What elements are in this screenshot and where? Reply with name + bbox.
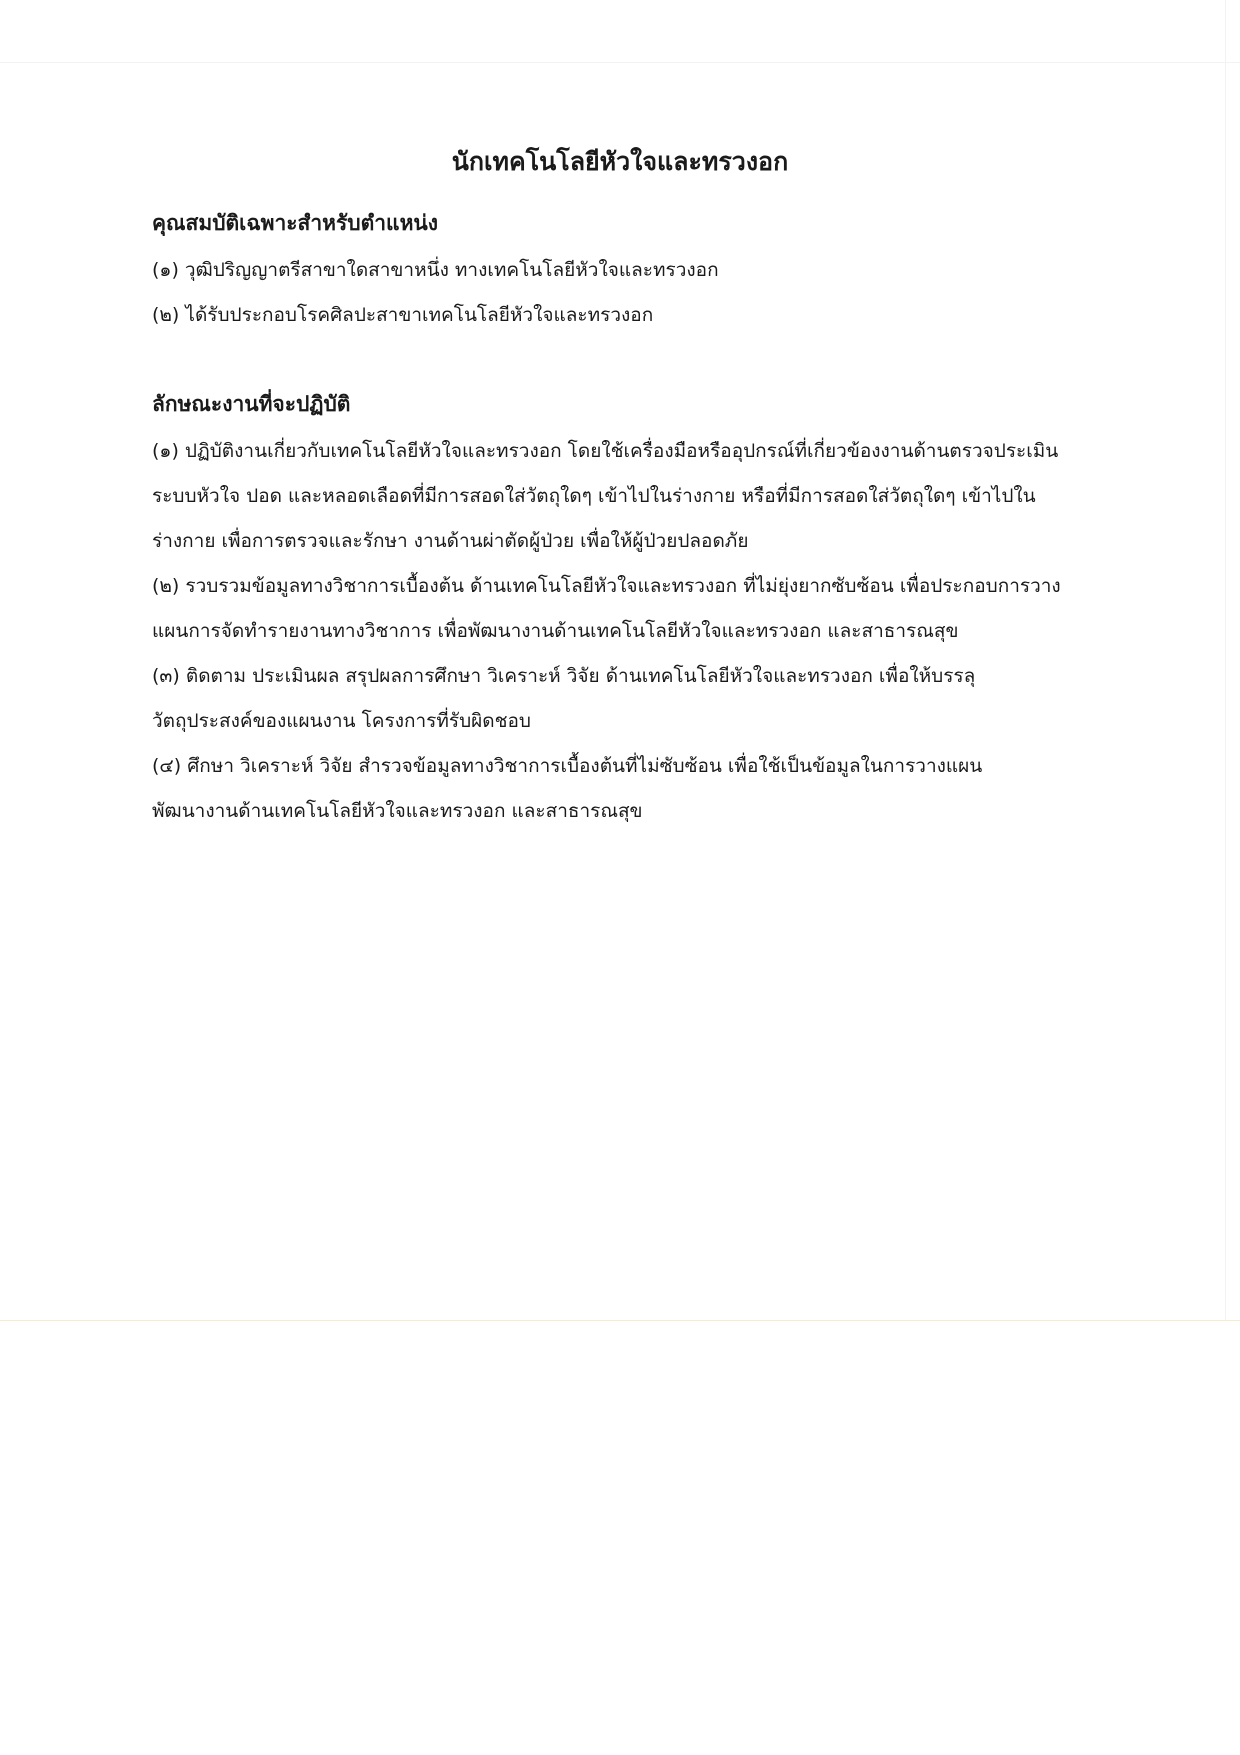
duty-item-line: ระบบหัวใจ ปอด และหลอดเลือดที่มีการสอดใส่วัตถุใดๆ เข้าไปในร่างกาย หรือที่มีการสอดใส่วัตถุใดๆ เข้าไปใน xyxy=(152,485,1036,507)
duty-item-line: (๓) ติดตาม ประเมินผล สรุปผลการศึกษา วิเคราะห์ วิจัย ด้านเทคโนโลยีหัวใจและทรวงอก เพื่อให้บรรลุ xyxy=(152,665,976,687)
duties-section xyxy=(152,385,1152,834)
scan-top-edge xyxy=(0,62,1240,63)
qualifications-heading: คุณสมบัติเฉพาะสำหรับตำแหน่ง xyxy=(152,211,439,235)
duty-item-line: ร่างกาย เพื่อการตรวจและรักษา งานด้านผ่าตัดผู้ป่วย เพื่อให้ผู้ป่วยปลอดภัย xyxy=(152,530,749,552)
scan-fold-line xyxy=(0,1320,1240,1321)
qualification-item xyxy=(152,248,1152,293)
qualification-item-line: (๒) ได้รับประกอบโรคศิลปะสาขาเทคโนโลยีหัวใจและทรวงอก xyxy=(152,304,654,326)
duty-item-line: (๒) รวบรวมข้อมูลทางวิชาการเบื้องต้น ด้านเทคโนโลยีหัวใจและทรวงอก ที่ไม่ยุ่งยากซับซ้อน เพื่อประกอบการวาง xyxy=(152,575,1061,597)
duty-item-line: แผนการจัดทำรายงานทางวิชาการ เพื่อพัฒนางานด้านเทคโนโลยีหัวใจและทรวงอก และสาธารณสุข xyxy=(152,620,959,642)
qualifications-section xyxy=(152,204,1152,338)
duty-item-line: พัฒนางานด้านเทคโนโลยีหัวใจและทรวงอก และสาธารณสุข xyxy=(152,800,643,822)
duty-item xyxy=(152,564,1152,654)
qualification-item-line: (๑) วุฒิปริญญาตรีสาขาใดสาขาหนึ่ง ทางเทคโนโลยีหัวใจและทรวงอก xyxy=(152,259,719,281)
duty-item xyxy=(152,744,1152,834)
duty-item-line: (๔) ศึกษา วิเคราะห์ วิจัย สำรวจข้อมูลทางวิชาการเบื้องต้นที่ไม่ซับซ้อน เพื่อใช้เป็นข้อมูลในการวางแผน xyxy=(152,755,983,777)
qualification-item xyxy=(152,293,1152,338)
duty-item-line: วัตถุประสงค์ของแผนงาน โครงการที่รับผิดชอบ xyxy=(152,710,531,732)
duty-item xyxy=(152,654,1152,744)
document-title: นักเทคโนโลยีหัวใจและทรวงอก xyxy=(451,147,789,176)
scan-side-edge xyxy=(1225,0,1226,1320)
duty-item-line: (๑) ปฏิบัติงานเกี่ยวกับเทคโนโลยีหัวใจและทรวงอก โดยใช้เครื่องมือหรืออุปกรณ์ที่เกี่ยวข้องงานด้านตรวจประเมิน xyxy=(152,440,1059,462)
duty-item xyxy=(152,429,1152,564)
duties-heading: ลักษณะงานที่จะปฏิบัติ xyxy=(152,392,351,416)
